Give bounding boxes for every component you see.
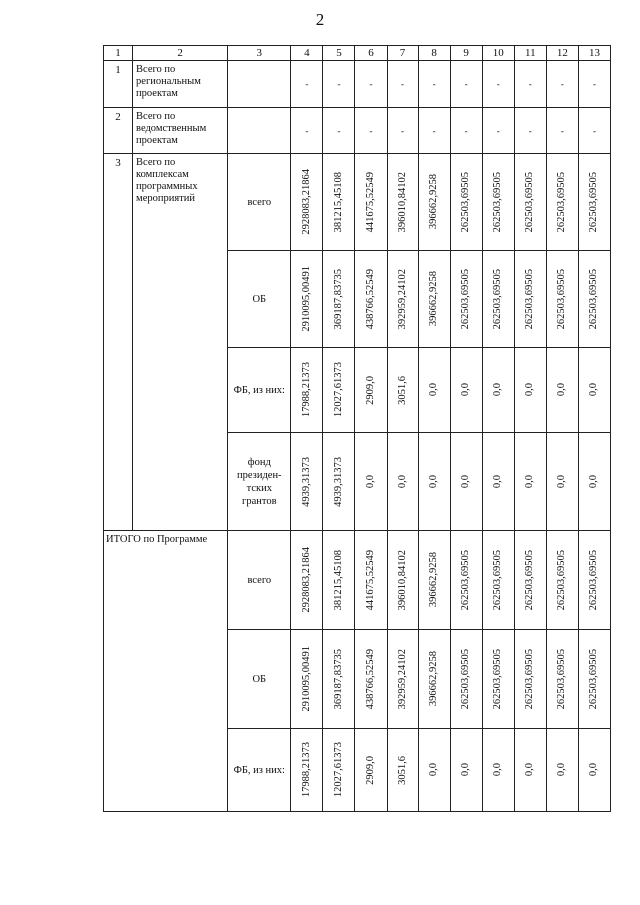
header-cell: 12 bbox=[546, 46, 578, 61]
value-cell bbox=[514, 729, 546, 812]
value-cell bbox=[418, 251, 450, 348]
value-text: 396662,9258 bbox=[428, 271, 440, 327]
value-cell bbox=[450, 348, 482, 433]
value-cell bbox=[578, 531, 610, 630]
value-cell bbox=[546, 630, 578, 729]
source-label: ОБ bbox=[228, 251, 291, 348]
value-text: 262503,69505 bbox=[556, 549, 568, 611]
source-cell bbox=[228, 61, 291, 108]
source-label: ОБ bbox=[228, 630, 291, 729]
value-text: 262503,69505 bbox=[588, 648, 600, 710]
header-cell: 11 bbox=[514, 46, 546, 61]
value-cell bbox=[323, 251, 355, 348]
value-text: 262503,69505 bbox=[588, 549, 600, 611]
value-text: 262503,69505 bbox=[556, 648, 568, 710]
value-text: 262503,69505 bbox=[460, 171, 472, 233]
value-cell bbox=[546, 531, 578, 630]
value-text: 441675,52549 bbox=[365, 171, 376, 233]
value-cell: - bbox=[355, 108, 387, 154]
value-cell bbox=[387, 433, 418, 531]
value-text: 0,0 bbox=[492, 763, 504, 777]
value-text: 262503,69505 bbox=[492, 648, 504, 710]
value-text: 262503,69505 bbox=[524, 648, 536, 710]
value-cell bbox=[291, 154, 323, 251]
value-cell bbox=[291, 531, 323, 630]
header-cell: 2 bbox=[133, 46, 228, 61]
value-text: 381215,45108 bbox=[332, 171, 344, 233]
value-text: 396010,84102 bbox=[396, 171, 408, 233]
header-cell: 13 bbox=[578, 46, 610, 61]
source-label: всего bbox=[228, 154, 291, 251]
header-cell: 6 bbox=[355, 46, 387, 61]
value-text: 3051,6 bbox=[396, 755, 408, 785]
value-cell bbox=[291, 251, 323, 348]
value-text: 2928083,21864 bbox=[300, 169, 312, 235]
header-row bbox=[104, 46, 611, 61]
value-cell bbox=[418, 433, 450, 531]
value-text: 0,0 bbox=[396, 474, 408, 489]
value-cell bbox=[482, 433, 514, 531]
value-cell bbox=[546, 433, 578, 531]
value-text: 396662,9258 bbox=[428, 552, 440, 608]
value-text: 17988,21373 bbox=[300, 362, 312, 418]
value-text: 262503,69505 bbox=[492, 171, 504, 233]
value-cell: - bbox=[387, 61, 418, 108]
row-number: 2 bbox=[104, 108, 133, 154]
value-cell: - bbox=[546, 61, 578, 108]
table-row-complexes-vsego bbox=[104, 154, 611, 251]
value-cell bbox=[482, 531, 514, 630]
value-cell bbox=[578, 154, 610, 251]
value-text: 262503,69505 bbox=[460, 549, 472, 611]
value-cell bbox=[387, 729, 418, 812]
value-text: 262503,69505 bbox=[460, 648, 472, 710]
value-text: 2909,0 bbox=[365, 375, 376, 405]
value-cell bbox=[514, 251, 546, 348]
value-cell bbox=[578, 630, 610, 729]
value-text: 262503,69505 bbox=[492, 549, 504, 611]
value-text: 0,0 bbox=[428, 763, 440, 777]
value-text: 392959,24102 bbox=[396, 648, 408, 710]
table-row-regional bbox=[104, 61, 611, 108]
header-cell: 9 bbox=[450, 46, 482, 61]
source-label: всего bbox=[228, 531, 291, 630]
value-text: 438766,52549 bbox=[365, 648, 376, 710]
value-text: 2909,0 bbox=[365, 755, 376, 785]
value-cell: - bbox=[323, 108, 355, 154]
value-text: 0,0 bbox=[460, 474, 472, 489]
value-text: 396010,84102 bbox=[396, 549, 408, 611]
value-cell bbox=[355, 729, 387, 812]
value-text: 262503,69505 bbox=[524, 268, 536, 330]
value-text: 0,0 bbox=[428, 383, 440, 397]
source-label: ФБ, из них: bbox=[228, 348, 291, 433]
value-cell bbox=[355, 433, 387, 531]
value-cell bbox=[514, 531, 546, 630]
value-text: 4939,31373 bbox=[332, 456, 344, 507]
value-cell bbox=[578, 729, 610, 812]
value-text: 262503,69505 bbox=[588, 171, 600, 233]
value-cell bbox=[546, 251, 578, 348]
value-cell: - bbox=[291, 108, 323, 154]
value-cell: - bbox=[418, 61, 450, 108]
value-cell bbox=[578, 251, 610, 348]
value-text: 12027,61373 bbox=[332, 362, 344, 418]
value-cell bbox=[291, 729, 323, 812]
value-cell bbox=[546, 348, 578, 433]
header-cell: 7 bbox=[387, 46, 418, 61]
value-text: 2928083,21864 bbox=[300, 547, 312, 613]
value-text: 0,0 bbox=[524, 474, 536, 489]
value-text: 262503,69505 bbox=[460, 268, 472, 330]
value-cell: - bbox=[450, 61, 482, 108]
header-cell: 5 bbox=[323, 46, 355, 61]
value-text: 0,0 bbox=[365, 474, 376, 489]
value-cell: - bbox=[482, 108, 514, 154]
header-cell: 1 bbox=[104, 46, 133, 61]
value-cell: - bbox=[514, 108, 546, 154]
value-text: 262503,69505 bbox=[492, 268, 504, 330]
row-number: 1 bbox=[104, 61, 133, 108]
value-text: 0,0 bbox=[588, 474, 600, 489]
value-cell bbox=[450, 729, 482, 812]
value-cell bbox=[450, 630, 482, 729]
value-cell bbox=[323, 348, 355, 433]
value-cell bbox=[418, 630, 450, 729]
value-cell bbox=[450, 154, 482, 251]
value-cell bbox=[482, 154, 514, 251]
value-text: 262503,69505 bbox=[556, 171, 568, 233]
value-cell bbox=[291, 433, 323, 531]
value-text: 262503,69505 bbox=[524, 171, 536, 233]
value-cell bbox=[450, 433, 482, 531]
total-label: ИТОГО по Программе bbox=[104, 531, 228, 812]
value-cell: - bbox=[387, 108, 418, 154]
row-name: Всего по ведомственным проектам bbox=[133, 108, 228, 154]
value-cell bbox=[355, 251, 387, 348]
value-text: 0,0 bbox=[556, 383, 568, 397]
value-text: 0,0 bbox=[460, 763, 472, 777]
value-text: 0,0 bbox=[556, 474, 568, 489]
value-text: 262503,69505 bbox=[556, 268, 568, 330]
value-cell bbox=[514, 630, 546, 729]
value-text: 438766,52549 bbox=[365, 268, 376, 330]
value-cell bbox=[387, 630, 418, 729]
value-text: 12027,61373 bbox=[332, 742, 344, 798]
value-cell: - bbox=[355, 61, 387, 108]
value-cell bbox=[355, 531, 387, 630]
value-text: 369187,83735 bbox=[332, 648, 344, 710]
value-cell bbox=[418, 154, 450, 251]
row-name: Всего по комплексам программных мероприятий bbox=[133, 154, 228, 531]
value-cell bbox=[418, 348, 450, 433]
source-label: ФБ, из них: bbox=[228, 729, 291, 812]
value-cell bbox=[387, 531, 418, 630]
header-cell: 8 bbox=[418, 46, 450, 61]
value-cell bbox=[418, 531, 450, 630]
value-cell bbox=[291, 348, 323, 433]
value-cell bbox=[578, 433, 610, 531]
value-text: 392959,24102 bbox=[396, 268, 408, 330]
budget-table bbox=[103, 45, 611, 812]
row-number: 3 bbox=[104, 154, 133, 531]
value-text: 0,0 bbox=[460, 383, 472, 397]
value-text: 4939,31373 bbox=[300, 456, 312, 507]
value-text: 0,0 bbox=[524, 763, 536, 777]
value-cell: - bbox=[450, 108, 482, 154]
value-text: 0,0 bbox=[492, 383, 504, 397]
source-label: фонд президен-тских грантов bbox=[228, 433, 291, 531]
value-text: 369187,83735 bbox=[332, 268, 344, 330]
value-text: 3051,6 bbox=[396, 375, 408, 405]
value-cell bbox=[514, 348, 546, 433]
value-text: 0,0 bbox=[588, 383, 600, 397]
value-cell: - bbox=[578, 61, 610, 108]
value-cell bbox=[450, 251, 482, 348]
value-cell bbox=[418, 729, 450, 812]
value-text: 2910095,00491 bbox=[300, 266, 312, 332]
value-cell bbox=[514, 154, 546, 251]
value-cell bbox=[323, 729, 355, 812]
value-cell bbox=[355, 630, 387, 729]
value-text: 262503,69505 bbox=[588, 268, 600, 330]
value-cell bbox=[450, 531, 482, 630]
value-cell: - bbox=[514, 61, 546, 108]
header-cell: 10 bbox=[482, 46, 514, 61]
value-text: 2910095,00491 bbox=[300, 646, 312, 712]
value-cell bbox=[323, 154, 355, 251]
value-cell bbox=[355, 348, 387, 433]
value-cell bbox=[482, 729, 514, 812]
value-cell bbox=[291, 630, 323, 729]
value-cell: - bbox=[323, 61, 355, 108]
value-cell bbox=[323, 531, 355, 630]
table-row-departmental bbox=[104, 108, 611, 154]
header-cell: 3 bbox=[228, 46, 291, 61]
value-text: 17988,21373 bbox=[300, 742, 312, 798]
value-text: 0,0 bbox=[524, 383, 536, 397]
value-cell bbox=[355, 154, 387, 251]
value-text: 0,0 bbox=[492, 474, 504, 489]
value-text: 381215,45108 bbox=[332, 549, 344, 611]
value-cell bbox=[514, 433, 546, 531]
value-cell bbox=[578, 348, 610, 433]
page-number: 2 bbox=[315, 10, 325, 29]
value-text: 0,0 bbox=[428, 474, 440, 489]
source-cell bbox=[228, 108, 291, 154]
value-cell: - bbox=[291, 61, 323, 108]
value-cell bbox=[546, 729, 578, 812]
value-text: 396662,9258 bbox=[428, 174, 440, 230]
value-cell bbox=[387, 154, 418, 251]
value-cell: - bbox=[482, 61, 514, 108]
value-text: 262503,69505 bbox=[524, 549, 536, 611]
value-cell bbox=[482, 348, 514, 433]
value-text: 441675,52549 bbox=[365, 549, 376, 611]
row-name: Всего по региональным проектам bbox=[133, 61, 228, 108]
value-cell: - bbox=[418, 108, 450, 154]
value-cell bbox=[546, 154, 578, 251]
value-cell bbox=[387, 348, 418, 433]
value-cell bbox=[482, 630, 514, 729]
value-cell bbox=[482, 251, 514, 348]
value-text: 396662,9258 bbox=[428, 651, 440, 707]
header-cell: 4 bbox=[291, 46, 323, 61]
value-text: 0,0 bbox=[588, 763, 600, 777]
value-cell bbox=[323, 630, 355, 729]
value-cell bbox=[387, 251, 418, 348]
value-cell bbox=[323, 433, 355, 531]
value-text: 0,0 bbox=[556, 763, 568, 777]
value-cell: - bbox=[546, 108, 578, 154]
value-cell: - bbox=[578, 108, 610, 154]
table-row-total-vsego bbox=[104, 531, 611, 630]
